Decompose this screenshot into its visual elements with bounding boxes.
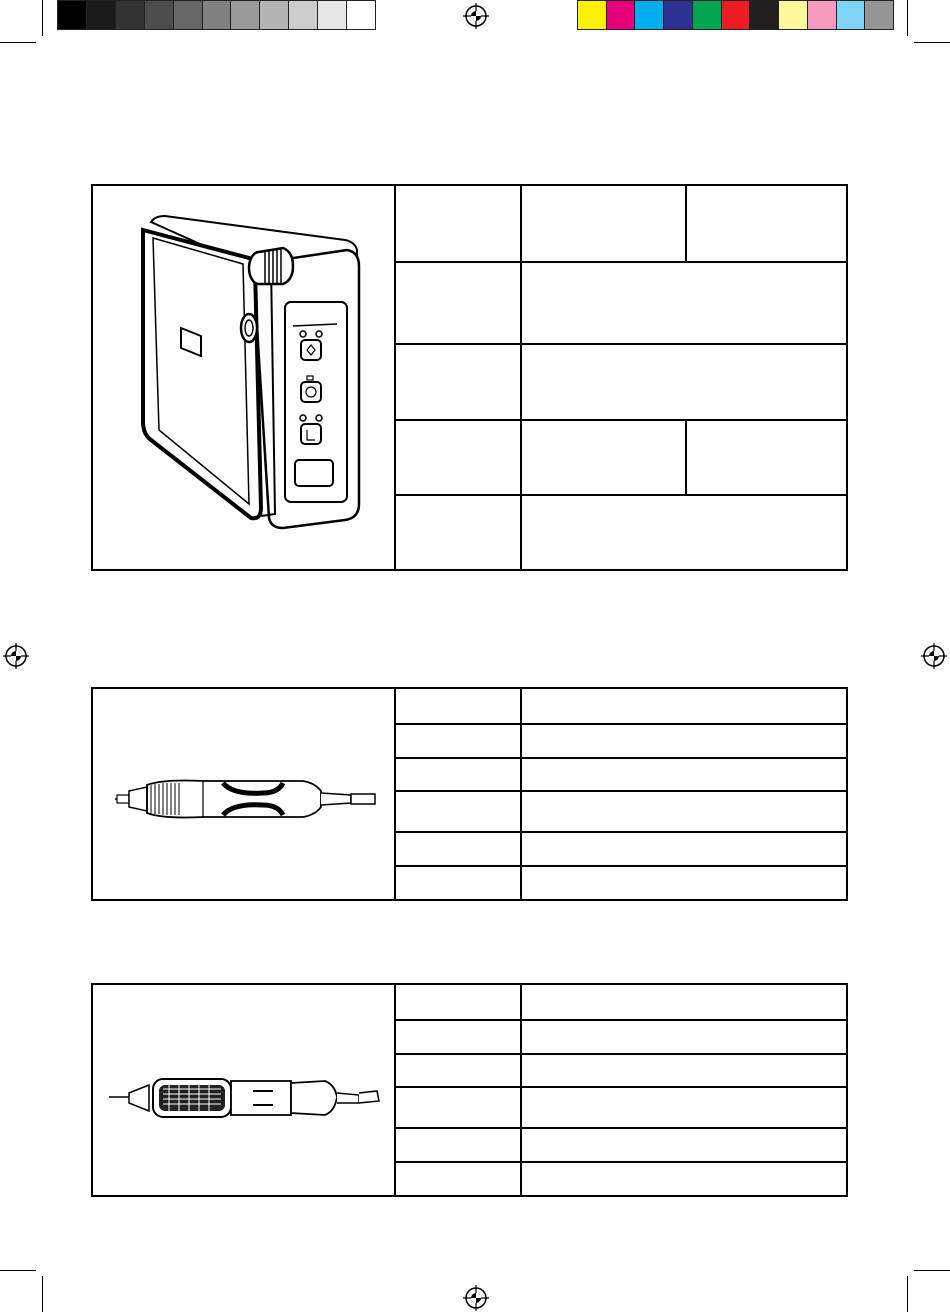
image-cell bbox=[394, 985, 396, 1197]
color-swatch bbox=[663, 0, 693, 30]
color-swatch bbox=[202, 0, 232, 30]
spec-value-cell bbox=[522, 186, 685, 261]
color-swatch bbox=[807, 0, 837, 30]
registration-target-icon bbox=[463, 3, 489, 29]
crop-mark bbox=[914, 42, 950, 43]
crop-mark bbox=[0, 42, 36, 43]
color-swatch bbox=[721, 0, 751, 30]
color-swatch bbox=[259, 0, 289, 30]
color-swatch bbox=[86, 0, 116, 30]
color-swatch bbox=[346, 0, 376, 30]
crop-mark bbox=[907, 0, 908, 36]
color-swatch bbox=[606, 0, 636, 30]
color-swatch bbox=[634, 0, 664, 30]
process-color-bar bbox=[577, 0, 893, 30]
color-swatch bbox=[288, 0, 318, 30]
color-swatch bbox=[836, 0, 866, 30]
color-swatch bbox=[778, 0, 808, 30]
registration-target-icon bbox=[921, 643, 947, 669]
color-swatch bbox=[144, 0, 174, 30]
crop-mark bbox=[42, 1276, 43, 1312]
registration-target-icon bbox=[463, 1285, 489, 1311]
color-swatch bbox=[692, 0, 722, 30]
crop-mark bbox=[914, 1270, 950, 1271]
handpiece-illustration-knurled bbox=[103, 1071, 388, 1123]
handpiece-spec-table bbox=[91, 687, 848, 901]
color-swatch bbox=[317, 0, 347, 30]
color-swatch bbox=[230, 0, 260, 30]
image-cell bbox=[394, 689, 396, 901]
crop-mark bbox=[907, 1276, 908, 1312]
spec-label-cell bbox=[398, 186, 520, 261]
handpiece-spec-table bbox=[91, 983, 848, 1197]
grayscale-bar bbox=[57, 0, 375, 30]
control-unit-spec-table bbox=[91, 184, 848, 571]
color-swatch bbox=[57, 0, 87, 30]
color-swatch bbox=[173, 0, 203, 30]
registration-target-icon bbox=[3, 643, 29, 669]
control-unit-illustration bbox=[123, 208, 373, 538]
spec-value-cell bbox=[687, 186, 848, 261]
handpiece-illustration bbox=[103, 769, 388, 819]
crop-mark bbox=[42, 0, 43, 36]
crop-mark bbox=[0, 1270, 36, 1271]
color-swatch bbox=[749, 0, 779, 30]
color-swatch bbox=[115, 0, 145, 30]
color-swatch bbox=[864, 0, 894, 30]
color-swatch bbox=[577, 0, 607, 30]
